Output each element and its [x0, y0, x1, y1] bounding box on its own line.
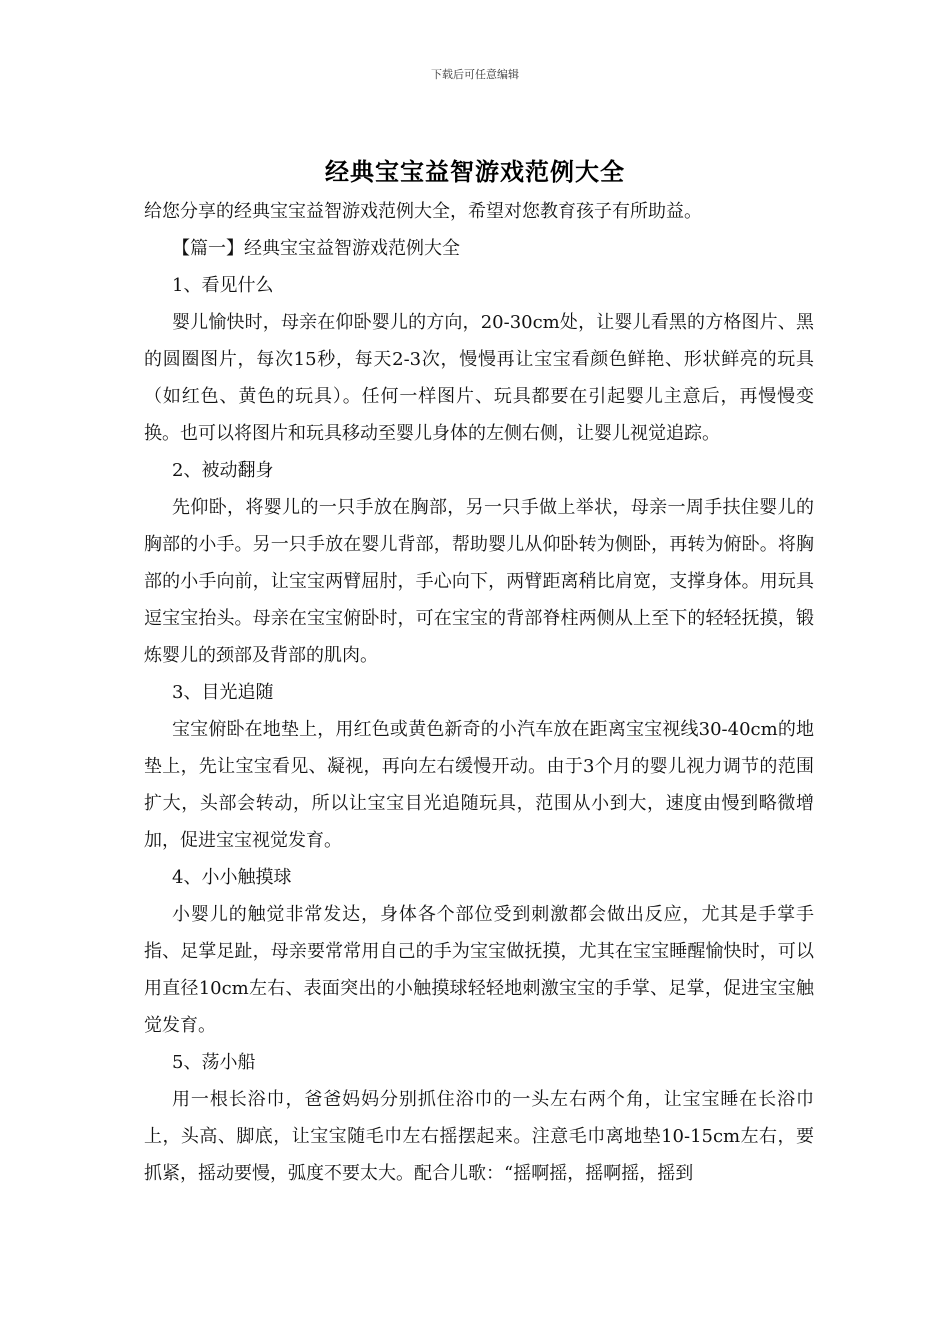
section-heading: 1、看见什么: [172, 275, 274, 296]
document-body: [144, 193, 814, 1192]
section-heading: 3、目光追随: [172, 682, 274, 703]
section-paragraph: 用一根长浴巾，爸爸妈妈分别抓住浴巾的一头左右两个角，让宝宝睡在长浴巾上，头高、脚底，让宝宝随毛巾左右摇摆起来。注意毛巾离地垫10-15cm左右，要抓紧，摇动要慢，弧度不要太大。配合儿歌：“摇啊摇，摇啊摇，摇到: [144, 1089, 814, 1184]
section-heading: 2、被动翻身: [172, 460, 274, 481]
document-title: 经典宝宝益智游戏范例大全: [325, 157, 625, 186]
intro-paragraph: 给您分享的经典宝宝益智游戏范例大全，希望对您教育孩子有所助益。: [144, 201, 702, 222]
section-paragraph: 小婴儿的触觉非常发达，身体各个部位受到刺激都会做出反应，尤其是手掌手指、足掌足趾，母亲要常常用自己的手为宝宝做抚摸，尤其在宝宝睡醒愉快时，可以用直径10cm左右、表面突出的小触摸球轻轻地刺激宝宝的手掌、足掌，促进宝宝触觉发育。: [144, 904, 814, 1036]
section-paragraph: 宝宝俯卧在地垫上，用红色或黄色新奇的小汽车放在距离宝宝视线30-40cm的地垫上，先让宝宝看见、凝视，再向左右缓慢开动。由于3个月的婴儿视力调节的范围扩大，头部会转动，所以让宝宝目光追随玩具，范围从小到大，速度由慢到略微增加，促进宝宝视觉发育。: [144, 719, 814, 851]
section-heading: 5、荡小船: [172, 1052, 256, 1073]
header-note: 下载后可任意编辑: [431, 68, 519, 81]
section-paragraph: 先仰卧，将婴儿的一只手放在胸部，另一只手做上举状，母亲一周手扶住婴儿的胸部的小手。另一只手放在婴儿背部，帮助婴儿从仰卧转为侧卧，再转为俯卧。将胸部的小手向前，让宝宝两臂屈肘，手心向下，两臂距离稍比肩宽，支撑身体。用玩具逗宝宝抬头。母亲在宝宝俯卧时，可在宝宝的背部脊柱两侧从上至下的轻轻抚摸，锻炼婴儿的颈部及背部的肌肉。: [144, 497, 814, 666]
part-heading: 【篇一】经典宝宝益智游戏范例大全: [172, 238, 460, 259]
section-paragraph: 婴儿愉快时，母亲在仰卧婴儿的方向，20-30cm处，让婴儿看黑的方格图片、黑的圆圈图片，每次15秒，每天2-3次，慢慢再让宝宝看颜色鲜艳、形状鲜亮的玩具（如红色、黄色的玩具）。任何一样图片、玩具都要在引起婴儿主意后，再慢慢变换。也可以将图片和玩具移动至婴儿身体的左侧右侧，让婴儿视觉追踪。: [144, 312, 814, 444]
section-heading: 4、小小触摸球: [172, 867, 292, 888]
